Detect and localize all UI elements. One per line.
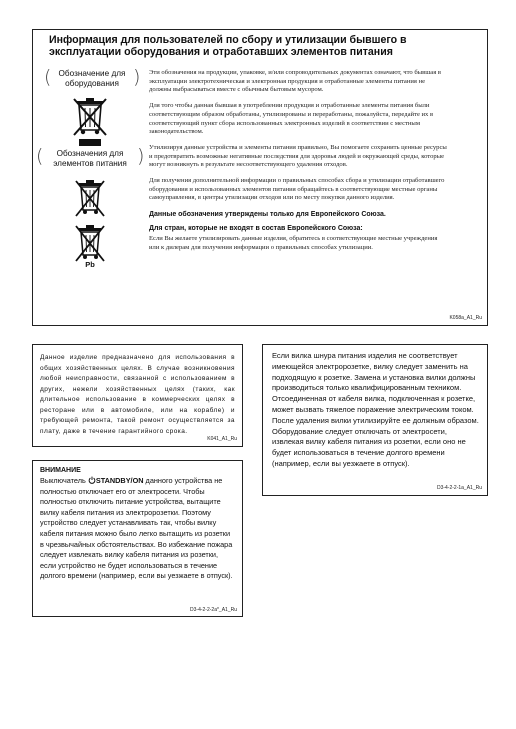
- warning-text-after: данного устройства не полностью отключает его от электросети. Чтобы полностью отключить питание устройства, вытащите вилку кабеля питания из электророзетки. Поэтому устройство следует устанавливать так, чтобы вилку кабеля питания можно было легко вытащить из розетки в чрезвычайных обстоятельствах. Во избежание пожара следует извлекать вилку кабеля питания из розетки, если устройство не будет использоваться в течение долгого времени (например, если вы уезжаете в отпуск).: [40, 476, 233, 581]
- weee-paragraph-3: Утилизируя данные устройства и элементы питания правильно, Вы помогаете сохранить ценные ресурсы и предотвратить возможные негативные последствия для здоровья людей и окружающей среды, которые могут возникнуть в результате несоответствующего удаления отходов.: [149, 143, 447, 169]
- standby-label: [88, 476, 144, 485]
- weee-info-box: [32, 29, 488, 326]
- weee-paragraph-2: Для того чтобы данная бывшая в употреблении продукция и отработанные элементы питания были соответствующим образом обработаны, утилизированы и переработаны, пожалуйста, передайте их в соответствующий пункт сбора использованных электронных изделий в соответствии с местным законодательством.: [149, 102, 434, 136]
- plug-code: D3-4-2-2-1a_A1_Ru: [436, 485, 482, 491]
- crossed-bin-icon: [73, 223, 107, 265]
- household-use-text: Данное изделие предназначено для использования в общих хозяйственных целях. В случае возникновения любой неисправности, связанной с использованием в других, нежели хозяйственных целях (таких, как длительное использование в коммерческих целях в ресторане или в автомобиле, или на корабле) и требующей ремонта, такой ремонт осуществляется за плату, даже в течение гарантийного срока.: [40, 354, 235, 435]
- left-paren: (: [44, 66, 52, 88]
- weee-paragraph-1: Эти обозначения на продукции, упаковке, и/или сопроводительных документах означают, что бывшая в эксплуатации электротехническая и электронная продукция и отработанные элементы питания не должны выбрасываться вместе с обычным бытовым мусором.: [149, 69, 442, 94]
- warning-box: [32, 460, 243, 617]
- warning-text: [40, 476, 235, 582]
- weee-title: Информация для пользователей по сбору и утилизации бывшего в эксплуатации оборудования и отработавших элементов питания: [49, 34, 407, 58]
- power-icon: [88, 476, 96, 484]
- weee-code: K058a_A1_Ru: [449, 315, 482, 321]
- right-paren: ): [137, 145, 145, 167]
- crossed-bin-bar-icon: [70, 96, 110, 148]
- right-paren: ): [133, 66, 141, 88]
- household-use-box: [32, 344, 243, 447]
- weee-paragraph-4: Для получения дополнительной информации о правильных способах сбора и утилизации отработавшего оборудования и использованных элементов питания обращайтесь в соответствующие местные органы самоуправления, в центры утилизации отходов или по месту покупки данного изделия.: [149, 177, 445, 202]
- left-paren: (: [36, 145, 44, 167]
- weee-text: [149, 69, 449, 260]
- plug-info-box: [262, 344, 488, 496]
- warning-title: ВНИМАНИЕ: [40, 467, 81, 474]
- non-eu-heading: Для стран, которые не входят в состав Европейского Союза:: [149, 225, 363, 233]
- crossed-bin-icon: [73, 178, 107, 220]
- warning-code: D3-4-2-2-2a*_A1_Ru: [190, 607, 237, 613]
- pb-label: Pb: [85, 260, 95, 269]
- eu-only-note: Данные обозначения утверждены только для Европейского Союза.: [149, 211, 386, 219]
- equipment-symbol-label: Обозначение для оборудования: [58, 69, 126, 88]
- warning-text-before: Выключатель: [40, 476, 88, 485]
- plug-text: Если вилка шнура питания изделия не соответствует имеющейся электророзетке, вилку следует заменить на подходящую к розетке. Замена и установка вилки должны производиться только квалифицированным техником. Отсоединенная от кабеля вилка, подключенная к розетке, может вызвать тяжелое поражение электрическим током. После удаления вилки утилизируйте ее должным образом. Оборудование следует отключать от электросети, извлекая вилку кабеля питания из розетки, если оно не будет использоваться в течение долгого времени (например, если вы уезжаете в отпуск).: [272, 351, 479, 468]
- standby-label-text: STANDBY/ON: [95, 476, 144, 485]
- battery-symbol-label: Обозначения для элементов питания: [53, 149, 127, 168]
- household-use-code: K041_A1_Ru: [207, 436, 237, 442]
- non-eu-text: Если Вы желаете утилизировать данные изделия, обратитесь в соответствующие местные учреждения или к дилерам для получения информации о правильных способах утилизации.: [149, 235, 438, 251]
